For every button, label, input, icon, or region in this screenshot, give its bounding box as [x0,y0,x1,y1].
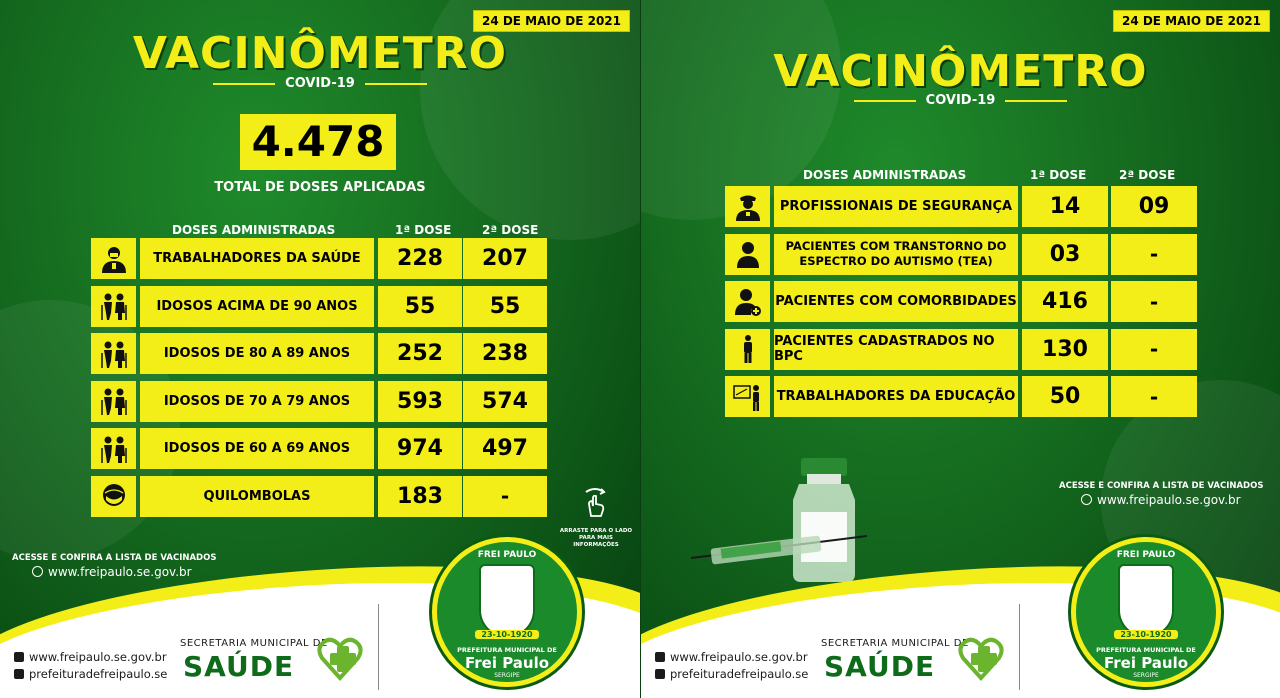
social-icon [655,669,665,679]
row-label: IDOSOS DE 60 A 69 ANOS [140,428,374,469]
footer-website-text: www.freipaulo.se.gov.br [29,650,167,664]
second-dose-value: 574 [463,381,547,422]
website-text: www.freipaulo.se.gov.br [48,565,192,579]
subtitle-text: COVID-19 [925,93,996,108]
footer-social-text: prefeituradefreipaulo.se [29,667,168,681]
footer-website[interactable] [14,650,167,664]
footer-social-text: prefeituradefreipaulo.se [670,667,809,681]
seal-top-text: FREI PAULO [1116,550,1176,560]
globe-icon [32,566,43,577]
second-dose-value: 207 [463,238,547,279]
table-row [725,376,1201,417]
website-link[interactable] [32,565,192,579]
footer-social[interactable] [655,667,808,681]
table-row [91,381,557,422]
second-dose-value: - [1111,376,1197,417]
seal-city-name: Frei Paulo [464,654,550,672]
row-label: QUILOMBOLAS [140,476,374,517]
subtitle-text: COVID-19 [285,76,355,91]
table-row [91,286,557,327]
footer-website[interactable] [655,650,808,664]
swipe-hand-icon [578,486,612,520]
subtitle-line [854,100,916,102]
second-dose-value: - [1111,329,1197,370]
table-row [725,329,1201,370]
footer-divider [378,604,379,690]
second-dose-value: - [1111,234,1197,275]
saude-logo-text: SAÚDE [183,650,295,683]
elderly-couple-icon [91,333,136,374]
second-dose-value: 55 [463,286,547,327]
first-dose-value: 130 [1022,329,1108,370]
website-link[interactable] [1081,493,1241,507]
subtitle-line [365,83,427,85]
secretaria-label: SECRETARIA MUNICIPAL DE [821,638,969,649]
seal-city-name: Frei Paulo [1103,654,1189,672]
person-icon [725,234,770,275]
right-panel [640,0,1280,698]
row-label: PROFISSIONAIS DE SEGURANÇA [774,186,1018,227]
table-row [725,186,1201,227]
seal-date: 23-10-1920 [1114,630,1178,639]
secretaria-label: SECRETARIA MUNICIPAL DE [180,638,328,649]
row-label: PACIENTES COM TRANSTORNO DO ESPECTRO DO AUTISMO (TEA) [774,234,1018,275]
header-second-dose: 2ª DOSE [1119,168,1176,182]
date-badge: 24 DE MAIO DE 2021 [1113,10,1270,32]
second-dose-value: 09 [1111,186,1197,227]
heart-plus-icon [957,632,1005,682]
header-second-dose: 2ª DOSE [482,223,539,237]
footer-social[interactable] [14,667,167,681]
first-dose-value: 252 [378,333,462,374]
row-label: IDOSOS ACIMA DE 90 ANOS [140,286,374,327]
seal-state: SERGIPE [494,672,520,679]
municipal-seal [1071,537,1221,687]
first-dose-value: 03 [1022,234,1108,275]
coat-of-arms-icon [1118,564,1174,638]
second-dose-value: 238 [463,333,547,374]
row-label: TRABALHADORES DA SAÚDE [140,238,374,279]
globe-icon [1081,494,1092,505]
subtitle [0,76,640,91]
first-dose-value: 183 [378,476,462,517]
access-list-text: ACESSE E CONFIRA A LISTA DE VACINADOS [1059,481,1264,491]
first-dose-value: 593 [378,381,462,422]
first-dose-value: 14 [1022,186,1108,227]
seal-top-text: FREI PAULO [477,550,537,560]
header-first-dose: 1ª DOSE [1030,168,1087,182]
police-officer-icon [725,186,770,227]
coat-of-arms-icon [479,564,535,638]
saude-logo-text: SAÚDE [824,650,936,683]
header-doses: DOSES ADMINISTRADAS [172,223,336,237]
heart-plus-icon [316,632,364,682]
footer-divider [1019,604,1020,690]
seal-prefeitura: PREFEITURA MUNICIPAL DE [1096,646,1196,654]
globe-icon [655,652,665,662]
total-doses-value: 4.478 [240,114,396,170]
table-row [91,428,557,469]
seal-prefeitura: PREFEITURA MUNICIPAL DE [457,646,557,654]
globe-icon [14,652,24,662]
row-label: PACIENTES COM COMORBIDADES [774,281,1018,322]
municipal-seal [432,537,582,687]
footer-website-text: www.freipaulo.se.gov.br [670,650,808,664]
row-label: PACIENTES CADASTRADOS NO BPC [774,329,1018,370]
total-doses-label: TOTAL DE DOSES APLICADAS [214,180,426,195]
page-title: VACINÔMETRO [132,28,508,79]
first-dose-value: 50 [1022,376,1108,417]
subtitle-line [1005,100,1067,102]
elderly-couple-icon [91,428,136,469]
table-row [91,238,557,279]
second-dose-value: - [463,476,547,517]
teacher-icon [725,376,770,417]
table-row [91,333,557,374]
header-first-dose: 1ª DOSE [395,223,452,237]
header-doses: DOSES ADMINISTRADAS [803,168,967,182]
row-label: IDOSOS DE 80 A 89 ANOS [140,333,374,374]
vaccine-vial-icon [681,450,921,590]
subtitle-line [213,83,275,85]
standing-person-icon [725,329,770,370]
first-dose-value: 228 [378,238,462,279]
seal-state: SERGIPE [1133,672,1159,679]
table-row [725,234,1201,275]
subtitle [641,93,1280,108]
row-label: IDOSOS DE 70 A 79 ANOS [140,381,374,422]
date-badge: 24 DE MAIO DE 2021 [473,10,630,32]
row-label: TRABALHADORES DA EDUCAÇÃO [774,376,1018,417]
table-row [91,476,557,517]
health-worker-icon [91,238,136,279]
first-dose-value: 416 [1022,281,1108,322]
masked-person-icon [91,476,136,517]
elderly-couple-icon [91,286,136,327]
first-dose-value: 55 [378,286,462,327]
second-dose-value: 497 [463,428,547,469]
access-list-text: ACESSE E CONFIRA A LISTA DE VACINADOS [12,553,217,563]
seal-date: 23-10-1920 [475,630,539,639]
social-icon [14,669,24,679]
swipe-hint-text: ARRASTE PARA O LADO PARA MAIS INFORMAÇÕES [559,528,633,548]
person-plus-icon [725,281,770,322]
table-row [725,281,1201,322]
second-dose-value: - [1111,281,1197,322]
first-dose-value: 974 [378,428,462,469]
page-title: VACINÔMETRO [773,46,1148,97]
elderly-couple-icon [91,381,136,422]
website-text: www.freipaulo.se.gov.br [1097,493,1241,507]
